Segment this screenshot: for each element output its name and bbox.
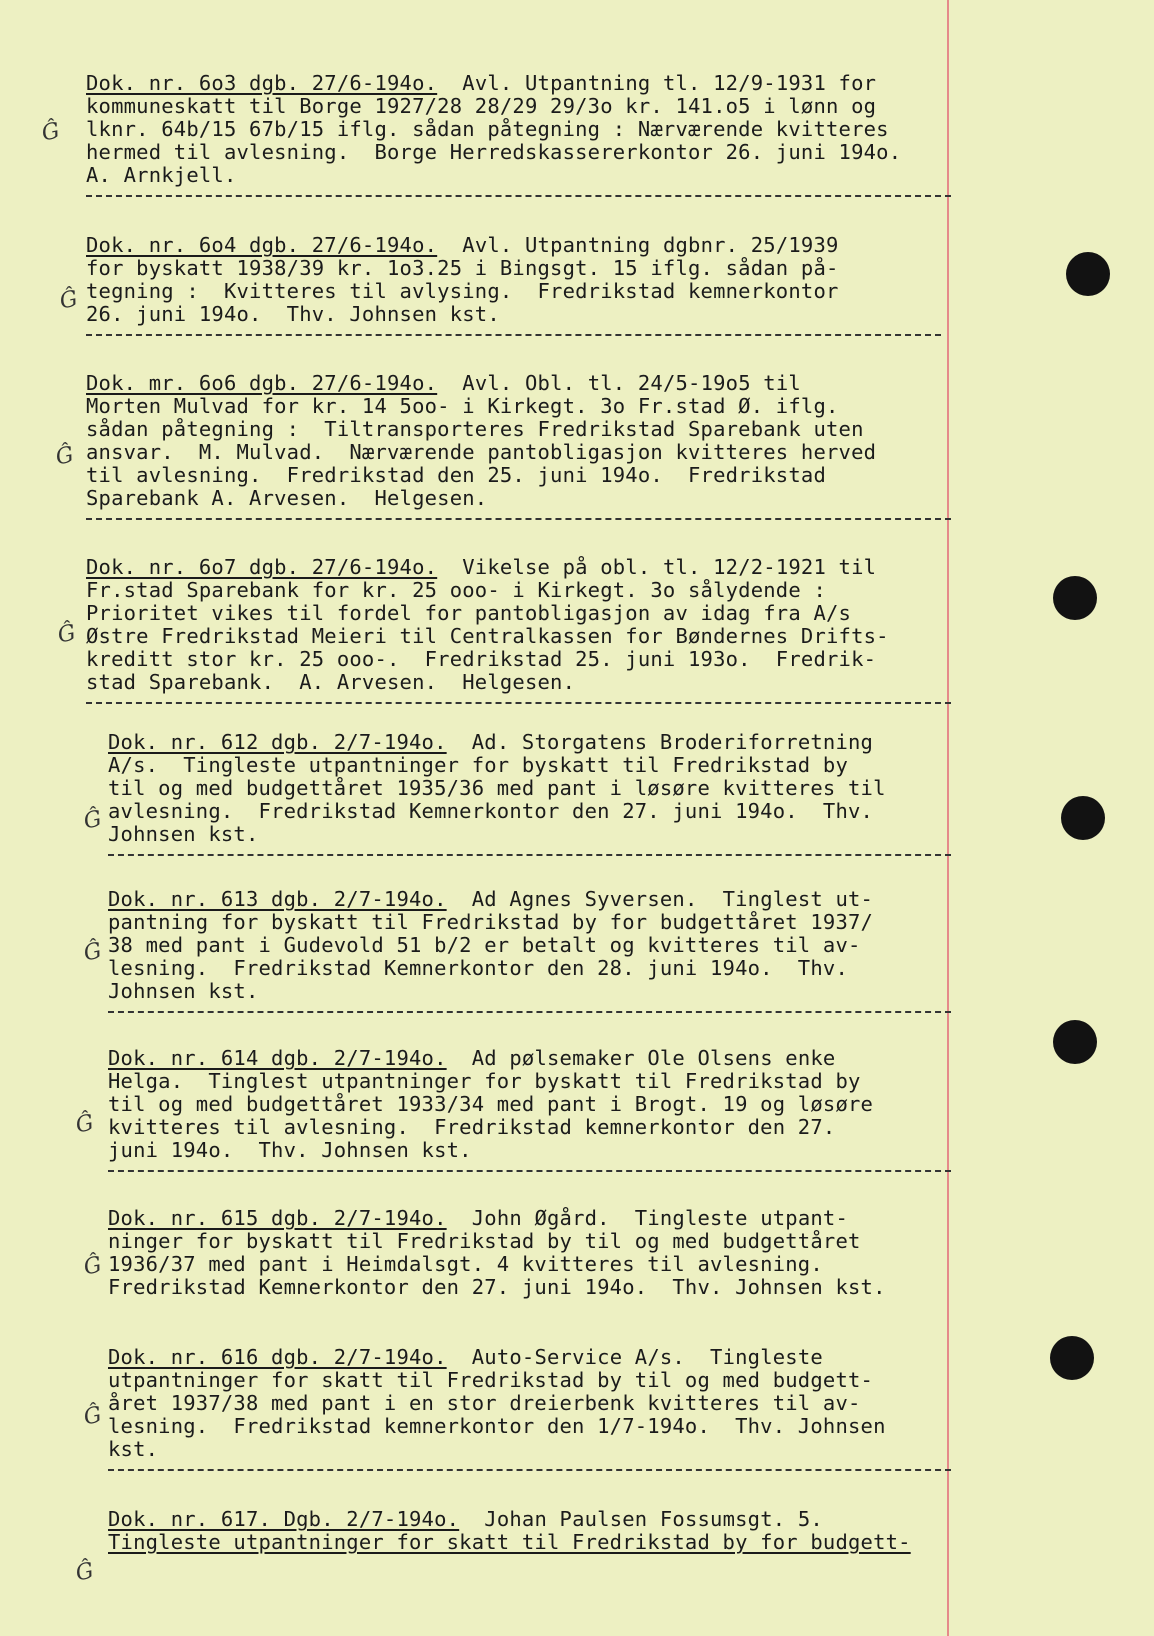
entry-603 bbox=[86, 72, 951, 197]
entry-line: Johnsen kst. bbox=[108, 979, 259, 1003]
entry-line: juni 194o. Thv. Johnsen kst. bbox=[108, 1138, 472, 1162]
entry-line: Helga. Tinglest utpantninger for byskatt til Fredrikstad by bbox=[108, 1069, 861, 1093]
entry-line: 1936/37 med pant i Heimdalsgt. 4 kvitteres til avlesning. bbox=[108, 1252, 823, 1276]
entry-heading: Dok. nr. 613 dgb. 2/7-194o. bbox=[108, 887, 447, 911]
separator-line bbox=[86, 518, 951, 520]
entry-line: Ad pølsemaker Ole Olsens enke bbox=[471, 1046, 836, 1070]
entry-line: Prioritet vikes til fordel for pantobligasjon av idag fra A/s bbox=[86, 601, 852, 625]
entry-line: Østre Fredrikstad Meieri til Centralkassen for Bøndernes Drifts- bbox=[86, 624, 889, 648]
margin-mark: Ĝ bbox=[53, 442, 76, 471]
entry-heading: Dok. nr. 614 dgb. 2/7-194o. bbox=[108, 1046, 447, 1070]
entry-line: ansvar. M. Mulvad. Nærværende pantobligasjon kvitteres herved bbox=[86, 440, 877, 464]
entry-line: til avlesning. Fredrikstad den 25. juni 194o. Fredrikstad bbox=[86, 463, 826, 487]
entry-line: Ad. Storgatens Broderiforretning bbox=[471, 730, 874, 754]
margin-mark: Ĝ bbox=[55, 620, 78, 649]
entry-607 bbox=[86, 556, 951, 704]
entry-line: hermed til avlesning. Borge Herredskassererkontor 26. juni 194o. bbox=[86, 140, 902, 164]
margin-mark: Ĝ bbox=[57, 286, 80, 315]
entry-line: for byskatt 1938/39 kr. 1o3.25 i Bingsgt. 15 iflg. sådan på- bbox=[86, 256, 839, 280]
entry-line: tegning : Kvitteres til avlysing. Fredrikstad kemnerkontor bbox=[86, 279, 839, 303]
entry-line: kreditt stor kr. 25 ooo-. Fredrikstad 25. juni 193o. Fredrik- bbox=[86, 647, 877, 671]
separator-line bbox=[108, 1011, 951, 1013]
entry-line: A/s. Tinglestе utpantninger for byskatt til Fredrikstad by bbox=[108, 753, 848, 777]
entry-line: avlesning. Fredrikstad Kemnerkontor den 27. juni 194o. Thv. bbox=[108, 799, 874, 823]
entry-heading: Dok. mr. 6o6 dgb. 27/6-194o. bbox=[86, 371, 438, 395]
separator-line bbox=[108, 1170, 951, 1172]
entry-line: året 1937/38 med pant i en stor dreierbenk kvitteres til av- bbox=[108, 1391, 861, 1415]
entry-line: Vikelse på obl. tl. 12/2-1921 til bbox=[462, 555, 877, 579]
entry-heading: Dok. nr. 6o7 dgb. 27/6-194o. bbox=[86, 555, 438, 579]
entry-line: Tingleste utpantninger for skatt til Fredrikstad by for budgett- bbox=[108, 1530, 911, 1554]
margin-mark: Ĝ bbox=[73, 1110, 96, 1139]
entry-line: stad Sparebank. A. Arvesen. Helgesen. bbox=[86, 670, 576, 694]
entry-heading: Dok. nr. 6o4 dgb. 27/6-194o. bbox=[86, 233, 438, 257]
entry-line: 26. juni 194o. Thv. Johnsen kst. bbox=[86, 302, 500, 326]
entry-line: til og med budgettåret 1933/34 med pant i Brogt. 19 og løsøre bbox=[108, 1092, 874, 1116]
entry-line: Auto-Service A/s. Tingleste bbox=[471, 1345, 823, 1369]
entry-line: lesning. Fredrikstad Kemnerkontor den 28. juni 194o. Thv. bbox=[108, 956, 848, 980]
entry-line: Fr.stad Sparebank for kr. 25 ooo- i Kirkegt. 3o sålydende : bbox=[86, 578, 826, 602]
entry-line: Ad Agnes Syversen. Tinglest ut- bbox=[471, 887, 874, 911]
entry-line: sådan påtegning : Tiltransporteres Fredrikstad Sparebank uten bbox=[86, 417, 864, 441]
entry-heading: Dok. nr. 6o3 dgb. 27/6-194o. bbox=[86, 71, 438, 95]
entry-614 bbox=[108, 1047, 951, 1172]
margin-mark: Ĝ bbox=[81, 806, 104, 835]
entry-line: Sparebank A. Arvesen. Helgesen. bbox=[86, 486, 488, 510]
entry-line: Avl. Obl. tl. 24/5-19o5 til bbox=[462, 371, 801, 395]
entry-616 bbox=[108, 1346, 951, 1471]
entry-613 bbox=[108, 888, 951, 1013]
entry-heading: Dok. nr. 616 dgb. 2/7-194o. bbox=[108, 1345, 447, 1369]
margin-mark: Ĝ bbox=[81, 938, 104, 967]
entry-line: Fredrikstad Kemnerkontor den 27. juni 194o. Thv. Johnsen kst. bbox=[108, 1275, 886, 1299]
entry-line: 38 med pant i Gudevold 51 b/2 er betalt og kvitteres til av- bbox=[108, 933, 861, 957]
entry-612 bbox=[108, 731, 951, 856]
margin-mark: Ĝ bbox=[73, 1558, 96, 1587]
entry-line: John Øgård. Tingleste utpant- bbox=[471, 1206, 848, 1230]
margin-mark: Ĝ bbox=[39, 118, 62, 147]
entry-line: kvitteres til avlesning. Fredrikstad kemnerkontor den 27. bbox=[108, 1115, 836, 1139]
entry-heading: Dok. nr. 615 dgb. 2/7-194o. bbox=[108, 1206, 447, 1230]
separator-line bbox=[86, 702, 951, 704]
entry-line: pantning for byskatt til Fredrikstad by for budgettåret 1937/ bbox=[108, 910, 874, 934]
punch-hole bbox=[1053, 1020, 1097, 1064]
punch-hole bbox=[1053, 576, 1097, 620]
separator-line bbox=[86, 334, 941, 336]
entry-line: Morten Mulvad for kr. 14 5oo- i Kirkegt. 3o Fr.stad Ø. iflg. bbox=[86, 394, 839, 418]
entry-line: A. Arnkjell. bbox=[86, 163, 237, 187]
entry-line: utpantninger for skatt til Fredrikstad by til og med budgett- bbox=[108, 1368, 874, 1392]
entry-heading: Dok. nr. 612 dgb. 2/7-194o. bbox=[108, 730, 447, 754]
separator-line bbox=[86, 195, 951, 197]
punch-hole bbox=[1050, 1336, 1094, 1380]
entry-line: kommuneskatt til Borge 1927/28 28/29 29/3o kr. 141.o5 i lønn og bbox=[86, 94, 877, 118]
separator-line bbox=[108, 854, 951, 856]
punch-hole bbox=[1066, 252, 1110, 296]
entry-606 bbox=[86, 372, 951, 520]
entry-line: lknr. 64b/15 67b/15 iflg. sådan påtegning : Nærværende kvitteres bbox=[86, 117, 889, 141]
margin-mark: Ĝ bbox=[81, 1402, 104, 1431]
entry-line: Avl. Utpantning tl. 12/9-1931 for bbox=[462, 71, 877, 95]
margin-mark: Ĝ bbox=[81, 1252, 104, 1281]
entry-line: Johan Paulsen Fossumsgt. 5. bbox=[484, 1507, 823, 1531]
punch-hole bbox=[1061, 796, 1105, 840]
separator-line bbox=[108, 1469, 951, 1471]
entry-line: til og med budgettåret 1935/36 med pant i løsøre kvitteres til bbox=[108, 776, 886, 800]
entry-line: kst. bbox=[108, 1437, 159, 1461]
entry-line: Avl. Utpantning dgbnr. 25/1939 bbox=[462, 233, 839, 257]
entry-604 bbox=[86, 234, 941, 336]
entry-line: ninger for byskatt til Fredrikstad by til og med budgettåret bbox=[108, 1229, 861, 1253]
entry-heading: Dok. nr. 617. Dgb. 2/7-194o. bbox=[108, 1507, 460, 1531]
entry-line: Johnsen kst. bbox=[108, 822, 259, 846]
entry-line: lesning. Fredrikstad kemnerkontor den 1/7-194o. Thv. Johnsen bbox=[108, 1414, 886, 1438]
entry-617 bbox=[108, 1508, 988, 1554]
entry-615 bbox=[108, 1207, 951, 1299]
